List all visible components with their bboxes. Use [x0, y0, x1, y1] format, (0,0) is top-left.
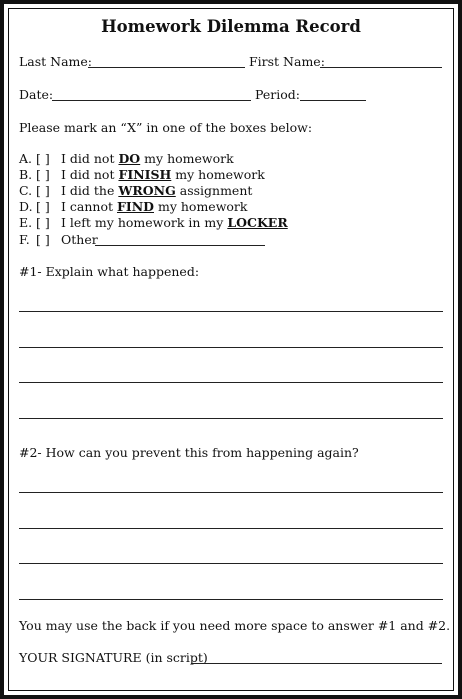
period-label: Period: — [255, 87, 300, 102]
answer-line[interactable] — [19, 347, 443, 348]
first-name-label: First Name: — [249, 54, 325, 69]
first-name-field[interactable] — [320, 67, 442, 68]
option-letter: D. — [19, 199, 33, 214]
option-text: I did not — [61, 151, 119, 166]
form-title: Homework Dilemma Record — [101, 17, 361, 36]
footer-note: You may use the back if you need more space to answer #1 and #2. — [19, 618, 451, 633]
option-b[interactable] — [19, 167, 265, 182]
option-c[interactable] — [19, 183, 252, 198]
answer-line[interactable] — [19, 528, 443, 529]
option-letter: F. — [19, 232, 30, 247]
answer-line[interactable] — [19, 418, 443, 419]
last-name-field[interactable] — [88, 67, 245, 68]
signature-label: YOUR SIGNATURE (in script) — [19, 650, 208, 665]
checkbox[interactable]: [ ] — [36, 215, 50, 230]
checkbox[interactable]: [ ] — [36, 232, 50, 247]
answer-line[interactable] — [19, 599, 443, 600]
option-f[interactable] — [19, 232, 98, 247]
checkbox[interactable]: [ ] — [36, 199, 50, 214]
option-d[interactable] — [19, 199, 247, 214]
option-a[interactable] — [19, 151, 234, 166]
answer-line[interactable] — [19, 382, 443, 383]
answer-line[interactable] — [19, 492, 443, 493]
option-emphasis: LOCKER — [227, 215, 288, 230]
signature-field[interactable] — [191, 663, 442, 664]
option-text-end: my homework — [171, 167, 265, 182]
period-field[interactable] — [300, 100, 366, 101]
option-text: I left my homework in my — [61, 215, 228, 230]
option-emphasis: WRONG — [118, 183, 176, 198]
option-text: I did not — [61, 167, 119, 182]
checkbox[interactable]: [ ] — [36, 167, 50, 182]
option-letter: B. — [19, 167, 33, 182]
date-field[interactable] — [52, 100, 251, 101]
option-text: I did the — [61, 183, 119, 198]
option-emphasis: FINISH — [118, 167, 172, 182]
answer-line[interactable] — [19, 563, 443, 564]
other-field[interactable] — [95, 245, 265, 246]
option-text: I cannot — [61, 199, 117, 214]
checkbox[interactable]: [ ] — [36, 183, 50, 198]
option-e[interactable] — [19, 215, 288, 230]
question-2: #2- How can you prevent this from happening again? — [19, 445, 359, 460]
option-text-end: assignment — [175, 183, 253, 198]
answer-line[interactable] — [19, 311, 443, 312]
option-text-end: my homework — [154, 199, 248, 214]
checkbox[interactable]: [ ] — [36, 151, 50, 166]
instruction-text: Please mark an “X” in one of the boxes below: — [19, 120, 313, 135]
option-text: Other — [61, 232, 98, 247]
page-border-inner — [8, 8, 454, 691]
option-letter: C. — [19, 183, 33, 198]
option-letter: A. — [19, 151, 33, 166]
option-emphasis: DO — [118, 151, 141, 166]
last-name-label: Last Name: — [19, 54, 93, 69]
date-label: Date: — [19, 87, 54, 102]
option-emphasis: FIND — [117, 199, 154, 214]
question-1: #1- Explain what happened: — [19, 264, 200, 279]
option-text-end: my homework — [140, 151, 234, 166]
option-letter: E. — [19, 215, 33, 230]
